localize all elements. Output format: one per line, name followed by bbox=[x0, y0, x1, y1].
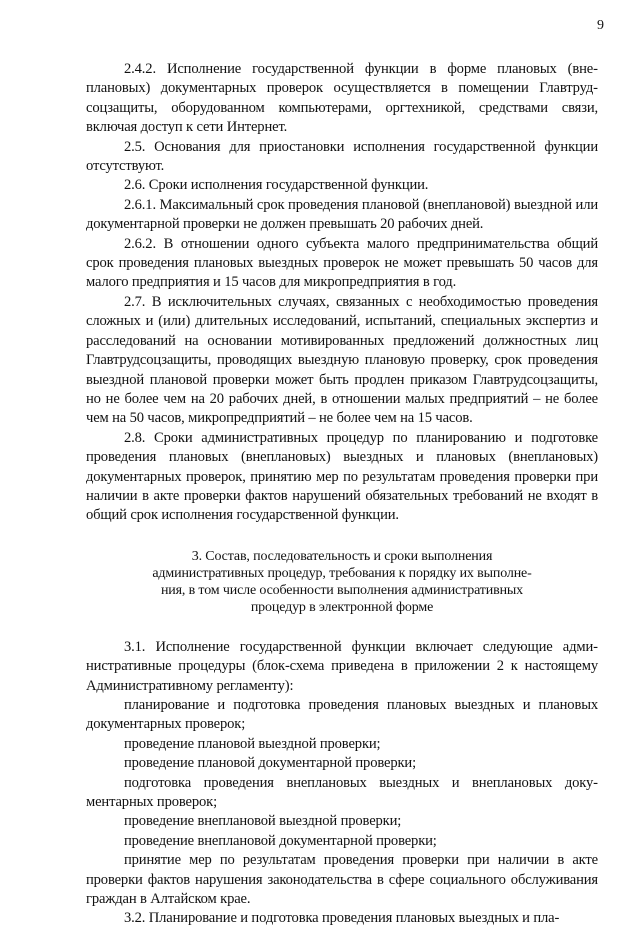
list-item-procedure: подготовка проведения внеплановых выездных и внеплановых документарных проверок; bbox=[86, 774, 598, 810]
paragraph-3-1: 3.1. Исполнение государственной функции включает следующие административные процедуры (блок-схема приведена в приложении 2 к настоящему Административному регламенту): bbox=[86, 638, 598, 694]
paragraph-2-5: 2.5. Основания для приостановки исполнения государственной функции отсутствуют. bbox=[86, 138, 598, 175]
paragraph-2-6-2: 2.6.2. В отношении одного субъекта малого предпринимательства общий срок проведения плановых выездных проверок не может превышать 50 часов для малого предприятия и 15 часов для микропредприятия в год. bbox=[86, 235, 598, 291]
section-3-heading-line: процедур в электронной форме bbox=[250, 599, 434, 615]
paragraph-2-7: 2.7. В исключительных случаях, связанных с необходимостью проведения сложных и (или) длительных исследований, испытаний, специальных экспертиз и расследований на основании мотивированных предложений должностных лиц Главтрудсоцзащиты, проводящих выездную плановую проверку, срок проведения выездной плановой проверки может быть продлен приказом Главтрудсоцзащиты, но не более чем на 20 рабочих дней, в отношении малых предприятий – не более чем на 50 часов, микропредприятий – не более чем на 15 часов. bbox=[86, 293, 598, 427]
document-body bbox=[86, 60, 598, 929]
paragraph-2-8: 2.8. Сроки административных процедур по планированию и подготовке проведения плановых (внеплановых) выездных и плановых (внеплановых) документарных проверок, принятию мер по результатам проведения проверки при наличии в акте проверки фактов нарушений обязательных требований не входят в общий срок исполнения государственной функции. bbox=[86, 429, 598, 524]
section-3-heading-line: 3. Состав, последовательность и сроки выполнения bbox=[191, 548, 493, 564]
list-item-procedure: планирование и подготовка проведения плановых выездных и плановых документарных проверок; bbox=[86, 696, 598, 733]
page-number: 9 bbox=[597, 18, 604, 33]
list-item-procedure: принятие мер по результатам проведения проверки при наличии в акте проверки фактов нарушения законодательства в сфере социального обслуживания граждан в Алтайском крае. bbox=[86, 852, 598, 908]
paragraph-2-4-2: 2.4.2. Исполнение государственной функции в форме плановых (внеплановых) документарных проверок осуществляется в помещении Главтрудсоцзащиты, оборудованном компьютерами, оргтехникой, средствами связи, включая доступ к сети Интернет. bbox=[86, 61, 598, 136]
paragraph-3-2: 3.2. Планирование и подготовка проведения плановых выездных и пла- bbox=[124, 910, 560, 927]
paragraph-2-6-1: 2.6.1. Максимальный срок проведения плановой (внеплановой) выездной или документарной проверки не должен превышать 20 рабочих дней. bbox=[86, 196, 598, 233]
section-3-heading-line: административных процедур, требования к порядку их выполне- bbox=[152, 565, 532, 581]
list-item-procedure: проведение плановой документарной проверки; bbox=[124, 755, 416, 772]
list-item-procedure: проведение внеплановой документарной проверки; bbox=[124, 832, 437, 849]
list-item-procedure: проведение плановой выездной проверки; bbox=[124, 735, 381, 752]
paragraph-2-6: 2.6. Сроки исполнения государственной функции. bbox=[124, 177, 429, 194]
list-item-procedure: проведение внеплановой выездной проверки; bbox=[124, 813, 402, 830]
section-3-heading-line: ния, в том числе особенности выполнения административных bbox=[160, 582, 524, 598]
section-3-heading bbox=[86, 548, 598, 616]
